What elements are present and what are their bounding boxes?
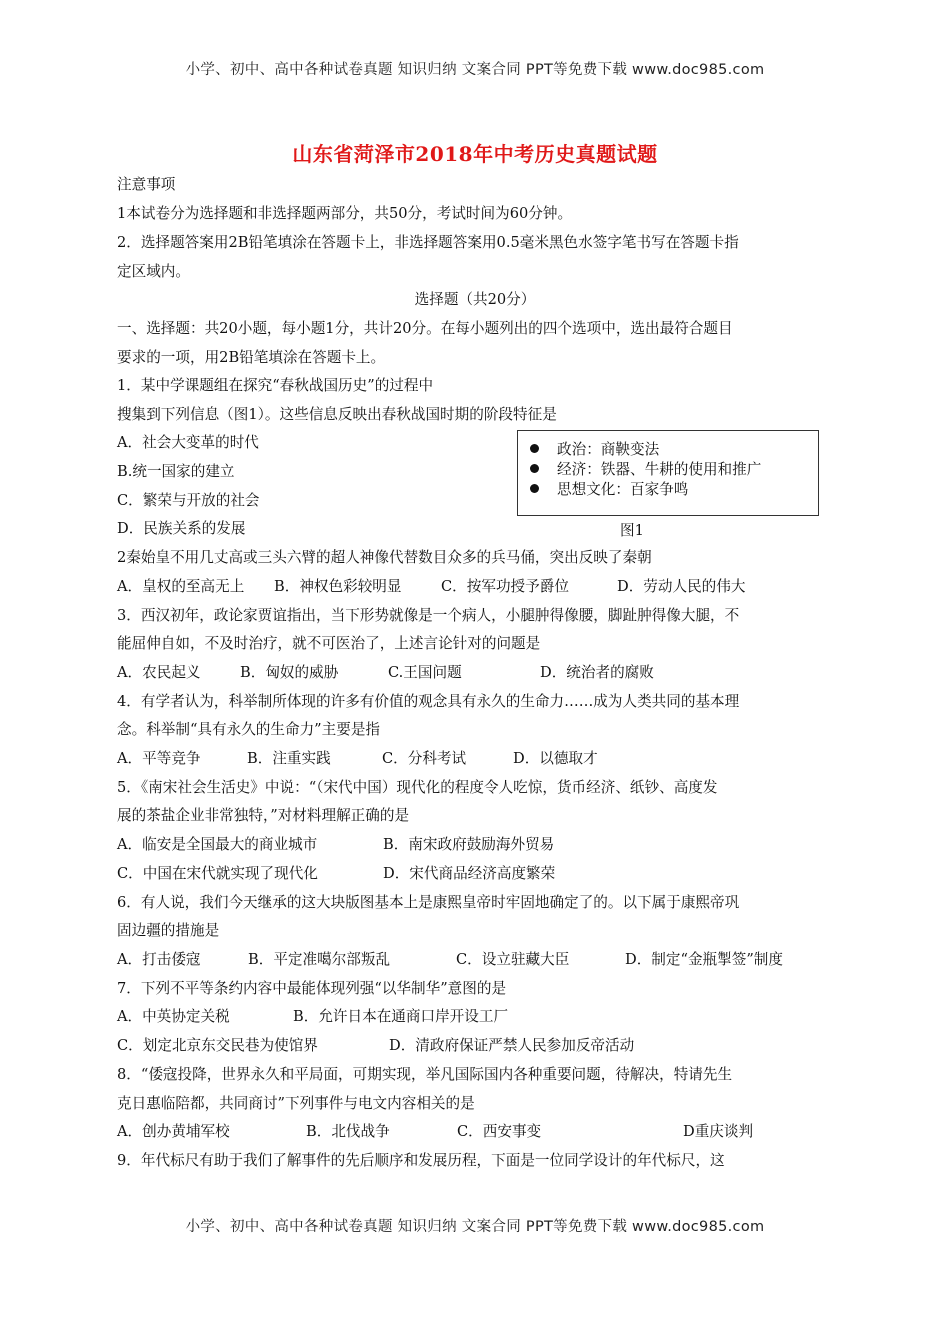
q6-option-c: C．设立驻藏大臣 [456, 951, 570, 968]
figure-item [530, 440, 659, 460]
page-header: 小学、初中、高中各种试卷真题 知识归纳 文案合同 PPT等免费下载 www.doc985.com [185, 62, 765, 78]
q3-option-b: B．匈奴的威胁 [240, 664, 339, 681]
q7-option-d: D．清政府保证严禁人民参加反帝活动 [389, 1037, 635, 1054]
section-intro-line-1: 一、选择题：共20小题，每小题1分，共计20分。在每小题列出的四个选项中，选出最符合题目 [117, 320, 733, 337]
q8-option-b: B．北伐战争 [306, 1123, 390, 1140]
q2-option-c: C．按军功授予爵位 [441, 578, 569, 595]
q4-option-c: C．分科考试 [382, 750, 467, 767]
q5-option-c: C．中国在宋代就实现了现代化 [117, 865, 318, 882]
q5-option-a: A．临安是全国最大的商业城市 [117, 836, 318, 853]
q7-option-c: C．划定北京东交民巷为使馆界 [117, 1037, 318, 1054]
q5-options-row-2 [117, 864, 837, 884]
bullet-icon [530, 484, 539, 493]
q3-option-c: C.王国问题 [388, 664, 462, 681]
notes-heading: 注意事项 [117, 176, 176, 193]
figure-item [530, 460, 761, 480]
q6-stem-line-2: 固边疆的措施是 [117, 922, 220, 939]
q7-options-row-2 [117, 1036, 837, 1056]
q5-options-row-1 [117, 835, 837, 855]
q6-option-a: A．打击倭寇 [117, 951, 201, 968]
q7-stem: 7．下列不平等条约内容中最能体现列强“以华制华”意图的是 [117, 980, 507, 997]
figure-item [530, 480, 688, 500]
figure-1-caption: 图1 [620, 522, 644, 539]
q3-option-d: D．统治者的腐败 [540, 664, 654, 681]
q6-stem-line-1: 6．有人说，我们今天继承的这大块版图基本上是康熙皇帝时牢固地确定了的。以下属于康熙帝巩 [117, 894, 740, 911]
q2-stem: 2秦始皇不用几丈高或三头六臂的超人神像代替数目众多的兵马俑，突出反映了秦朝 [117, 549, 652, 566]
q6-options [117, 950, 837, 970]
q8-option-d: D重庆谈判 [683, 1123, 754, 1140]
q8-options [117, 1122, 837, 1142]
q4-stem-line-2: 念。科举制“具有永久的生命力”主要是指 [117, 721, 381, 738]
q8-stem-line-2: 克日惠临陪都，共同商讨”下列事件与电文内容相关的是 [117, 1095, 475, 1112]
note-2-line-1: 2．选择题答案用2B铅笔填涂在答题卡上，非选择题答案用0.5毫米黑色水签字笔书写在答题卡指 [117, 234, 739, 251]
q4-options [117, 749, 837, 769]
q2-option-b: B．神权色彩较明显 [274, 578, 402, 595]
q7-options-row-1 [117, 1007, 837, 1027]
page-title: 山东省菏泽市2018年中考历史真题试题 [292, 142, 658, 166]
q4-option-d: D．以德取才 [513, 750, 598, 767]
figure-1-box [517, 430, 819, 516]
section-intro-line-2: 要求的一项，用2B铅笔填涂在答题卡上。 [117, 349, 386, 366]
figure-item-text: 政治：商鞅变法 [557, 441, 660, 458]
q9-stem-line-1: 9．年代标尺有助于我们了解事件的先后顺序和发展历程，下面是一位同学设计的年代标尺，这 [117, 1152, 725, 1169]
q5-option-d: D．宋代商品经济高度繁荣 [383, 865, 556, 882]
bullet-icon [530, 444, 539, 453]
q2-options [117, 577, 837, 597]
q5-stem-line-1: 5．《南宋社会生活史》中说：“（宋代中国）现代化的程度令人吃惊，货币经济、纸钞、高度发 [117, 779, 718, 796]
q3-stem-line-1: 3．西汉初年，政论家贾谊指出，当下形势就像是一个病人，小腿肿得像腰，脚趾肿得像大腿，不 [117, 607, 740, 624]
q1-option-d: D．民族关系的发展 [117, 520, 246, 537]
q2-option-a: A．皇权的至高无上 [117, 578, 245, 595]
q3-options [117, 663, 837, 683]
q1-stem-line-2: 搜集到下列信息（图1）。这些信息反映出春秋战国时期的阶段特征是 [117, 406, 557, 423]
page-footer: 小学、初中、高中各种试卷真题 知识归纳 文案合同 PPT等免费下载 www.doc985.com [185, 1219, 765, 1235]
q1-option-a: A．社会大变革的时代 [117, 434, 259, 451]
note-1: 1本试卷分为选择题和非选择题两部分，共50分，考试时间为60分钟。 [117, 205, 573, 222]
q6-option-d: D．制定“金瓶掣签”制度 [625, 951, 783, 968]
note-2-line-2: 定区域内。 [117, 263, 190, 280]
bullet-icon [530, 464, 539, 473]
q5-option-b: B．南宋政府鼓励海外贸易 [383, 836, 555, 853]
q1-stem-line-1: 1．某中学课题组在探究“春秋战国历史”的过程中 [117, 377, 434, 394]
q8-stem-line-1: 8．“倭寇投降，世界永久和平局面，可期实现，举凡国际国内各种重要问题，待解决，特请先生 [117, 1066, 733, 1083]
q1-option-b: B.统一国家的建立 [117, 463, 235, 480]
q3-option-a: A．农民起义 [117, 664, 201, 681]
q4-option-a: A．平等竞争 [117, 750, 201, 767]
q8-option-c: C．西安事变 [457, 1123, 542, 1140]
q7-option-a: A．中英协定关税 [117, 1008, 230, 1025]
section-title: 选择题（共20分） [414, 291, 536, 308]
q1-option-c: C．繁荣与开放的社会 [117, 492, 260, 509]
q2-option-d: D．劳动人民的伟大 [617, 578, 746, 595]
q3-stem-line-2: 能屈伸自如，不及时治疗，就不可医治了，上述言论针对的问题是 [117, 635, 541, 652]
q4-option-b: B．注重实践 [247, 750, 331, 767]
q5-stem-line-2: 展的茶盐企业非常独特，”对材料理解正确的是 [117, 807, 410, 824]
figure-item-text: 经济：铁器、牛耕的使用和推广 [557, 461, 762, 478]
q8-option-a: A．创办黄埔军校 [117, 1123, 230, 1140]
q7-option-b: B．允许日本在通商口岸开设工厂 [293, 1008, 509, 1025]
q6-option-b: B．平定准噶尔部叛乱 [248, 951, 391, 968]
q4-stem-line-1: 4．有学者认为，科举制所体现的许多有价值的观念具有永久的生命力……成为人类共同的基本理 [117, 693, 740, 710]
figure-item-text: 思想文化：百家争鸣 [557, 481, 689, 498]
